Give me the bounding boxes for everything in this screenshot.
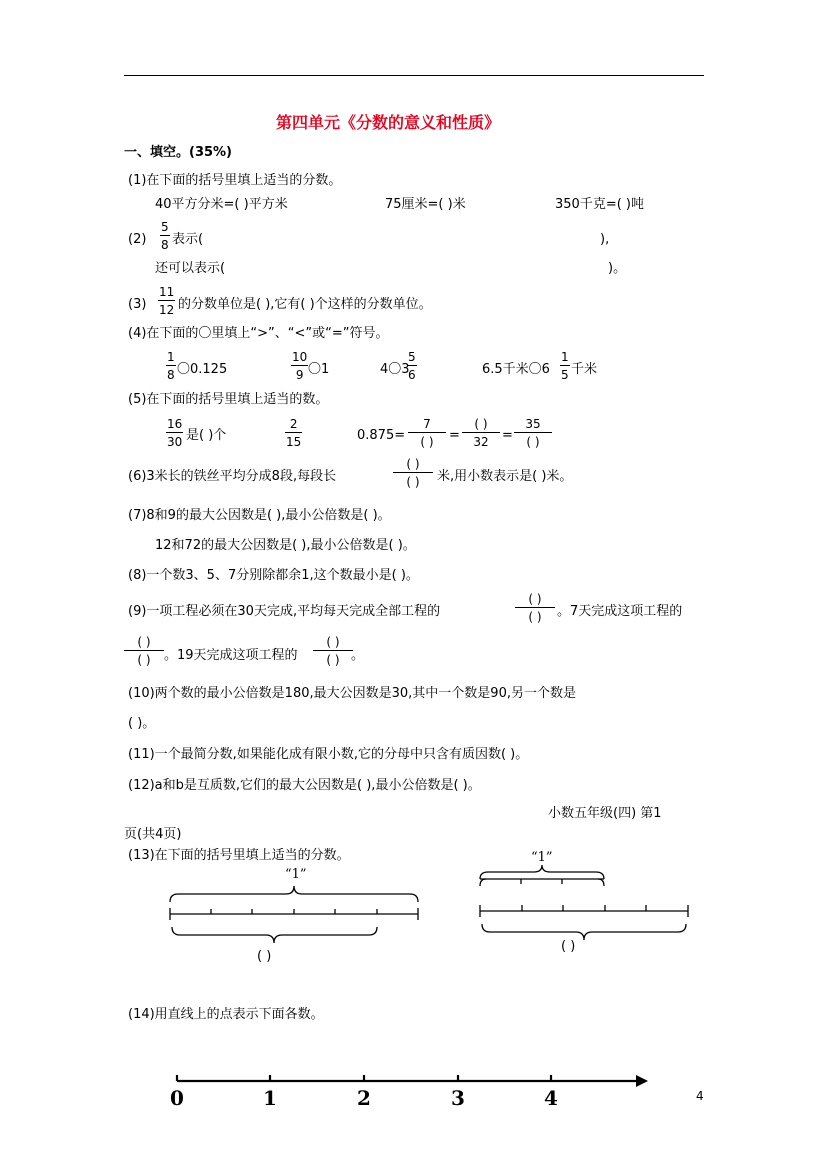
q8-text: (8)一个数3、5、7分别除都余1,这个数最小是( )。 bbox=[128, 568, 419, 583]
q6-text: (6)3米长的铁丝平均分成8段,每段长 bbox=[128, 469, 337, 484]
q10-line1: (10)两个数的最小公倍数是180,最大公因数是30,其中一个数是90,另一个数是 bbox=[128, 686, 576, 701]
q12-text: (12)a和b是互质数,它们的最大公因数是( ),最小公倍数是( )。 bbox=[128, 778, 481, 793]
q9-fraction-2: ( ) ( ) bbox=[124, 636, 164, 666]
q10-line2: ( )。 bbox=[128, 716, 156, 731]
q5-b1-fraction: 7 ( ) bbox=[408, 418, 446, 448]
q11-text: (11)一个最简分数,如果能化成有限小数,它的分母中只含有质因数( )。 bbox=[128, 747, 529, 762]
q13-left-one-label: “1” bbox=[285, 867, 307, 882]
q2-close2: )。 bbox=[608, 261, 627, 276]
q9-mid: 。7天完成这项工程的 bbox=[557, 604, 683, 619]
q9-mid2: 。19天完成这项工程的 bbox=[164, 648, 298, 663]
q5-eq1: = bbox=[449, 428, 460, 443]
q9-text: (9)一项工程必须在30天完成,平均每天完成全部工程的 bbox=[128, 604, 441, 619]
q5-eq2: = bbox=[502, 428, 513, 443]
q2-line2: 还可以表示( bbox=[155, 261, 226, 276]
q13-label: (13)在下面的括号里填上适当的分数。 bbox=[128, 848, 350, 863]
q14-arrowhead bbox=[636, 1075, 648, 1087]
q6-fraction: ( ) ( ) bbox=[393, 458, 433, 488]
q5-b2-fraction: ( ) 32 bbox=[462, 418, 500, 448]
q3-text: 的分数单位是( ),它有( )个这样的分数单位。 bbox=[178, 297, 432, 312]
q13-right-segment-bar bbox=[480, 905, 688, 917]
q2-text: 表示( bbox=[172, 232, 204, 247]
q4-d-text: 6.5千米〇6 bbox=[482, 362, 550, 377]
q7-line1: (7)8和9的最大公因数是( ),最小公倍数是( )。 bbox=[128, 508, 391, 523]
q4-d-unit: 千米 bbox=[571, 362, 598, 377]
q9-fraction-1: ( ) ( ) bbox=[515, 593, 555, 623]
section-heading: 一、填空。(35%) bbox=[124, 145, 232, 160]
q3-fraction: $\frac{11}{12}$ bbox=[159, 285, 175, 317]
q13-left-blank: ( ) bbox=[257, 949, 272, 964]
q14-tick-label-4: 4 bbox=[544, 1086, 558, 1110]
q13-right-blank: ( ) bbox=[561, 939, 576, 954]
q3-prefix: (3) bbox=[128, 297, 147, 312]
q4-d-fraction: $\frac{1}{5}$ bbox=[561, 350, 569, 382]
page-title: 第四单元《分数的意义和性质》 bbox=[276, 113, 501, 132]
q5-b3-fraction: 35 ( ) bbox=[514, 418, 552, 448]
q13-right-unit-bar bbox=[480, 879, 604, 886]
q5-a2-fraction: $\frac{2}{15}$ bbox=[286, 417, 302, 449]
q13-right-bottom-brace bbox=[482, 924, 686, 940]
q13-left-segment-bar bbox=[170, 908, 418, 920]
q4-a-fraction: $\frac{1}{8}$ bbox=[167, 350, 175, 382]
q5-label: (5)在下面的括号里填上适当的数。 bbox=[128, 392, 329, 407]
q14-tick-label-2: 2 bbox=[357, 1086, 371, 1110]
q1-item-c: 350千克=( )吨 bbox=[555, 197, 644, 212]
page-footer-cont: 页(共4页) bbox=[124, 827, 182, 842]
page-number: 4 bbox=[696, 1089, 704, 1103]
q7-line2: 12和72的最大公因数是( ),最小公倍数是( )。 bbox=[155, 538, 416, 553]
q13-left-top-brace bbox=[170, 886, 418, 902]
q14-tick-label-1: 1 bbox=[263, 1086, 277, 1110]
q13-left-bottom-brace bbox=[172, 927, 377, 943]
q2-prefix: (2) bbox=[128, 232, 147, 247]
q4-label: (4)在下面的〇里填上“>”、“<”或“=”符号。 bbox=[128, 326, 389, 341]
q2-fraction: $\frac{5}{8}$ bbox=[161, 220, 169, 252]
q5-b-text: 0.875= bbox=[357, 428, 406, 443]
q5-a-text: 是( )个 bbox=[186, 428, 227, 443]
q1-item-b: 75厘米=( )米 bbox=[385, 197, 466, 212]
q1-item-a: 40平方分米=( )平方米 bbox=[155, 197, 288, 212]
q6-rest: 米,用小数表示是( )米。 bbox=[437, 469, 573, 484]
q4-c-fraction: $\frac{5}{6}$ bbox=[408, 350, 416, 382]
q2-close1: ), bbox=[600, 232, 610, 247]
q4-b-text: 〇1 bbox=[308, 362, 330, 377]
page-footer: 小数五年级(四) 第1 bbox=[548, 806, 662, 821]
q9-end: 。 bbox=[351, 648, 365, 663]
q1-label: (1)在下面的括号里填上适当的分数。 bbox=[128, 173, 342, 188]
q4-b-fraction: $\frac{10}{9}$ bbox=[292, 350, 308, 382]
q14-tick-label-3: 3 bbox=[451, 1086, 465, 1110]
q13-right-one-label: “1” bbox=[531, 850, 553, 865]
q14-number-line bbox=[177, 1075, 640, 1081]
q4-a-text: 〇0.125 bbox=[177, 362, 228, 377]
q14-tick-label-0: 0 bbox=[170, 1086, 184, 1110]
q14-label: (14)用直线上的点表示下面各数。 bbox=[128, 1007, 324, 1022]
q4-c-text: 4〇3 bbox=[380, 362, 410, 377]
q5-a-fraction: $\frac{16}{30}$ bbox=[167, 417, 183, 449]
q13-right-top-brace bbox=[480, 865, 604, 879]
q9-fraction-3: ( ) ( ) bbox=[313, 636, 353, 666]
